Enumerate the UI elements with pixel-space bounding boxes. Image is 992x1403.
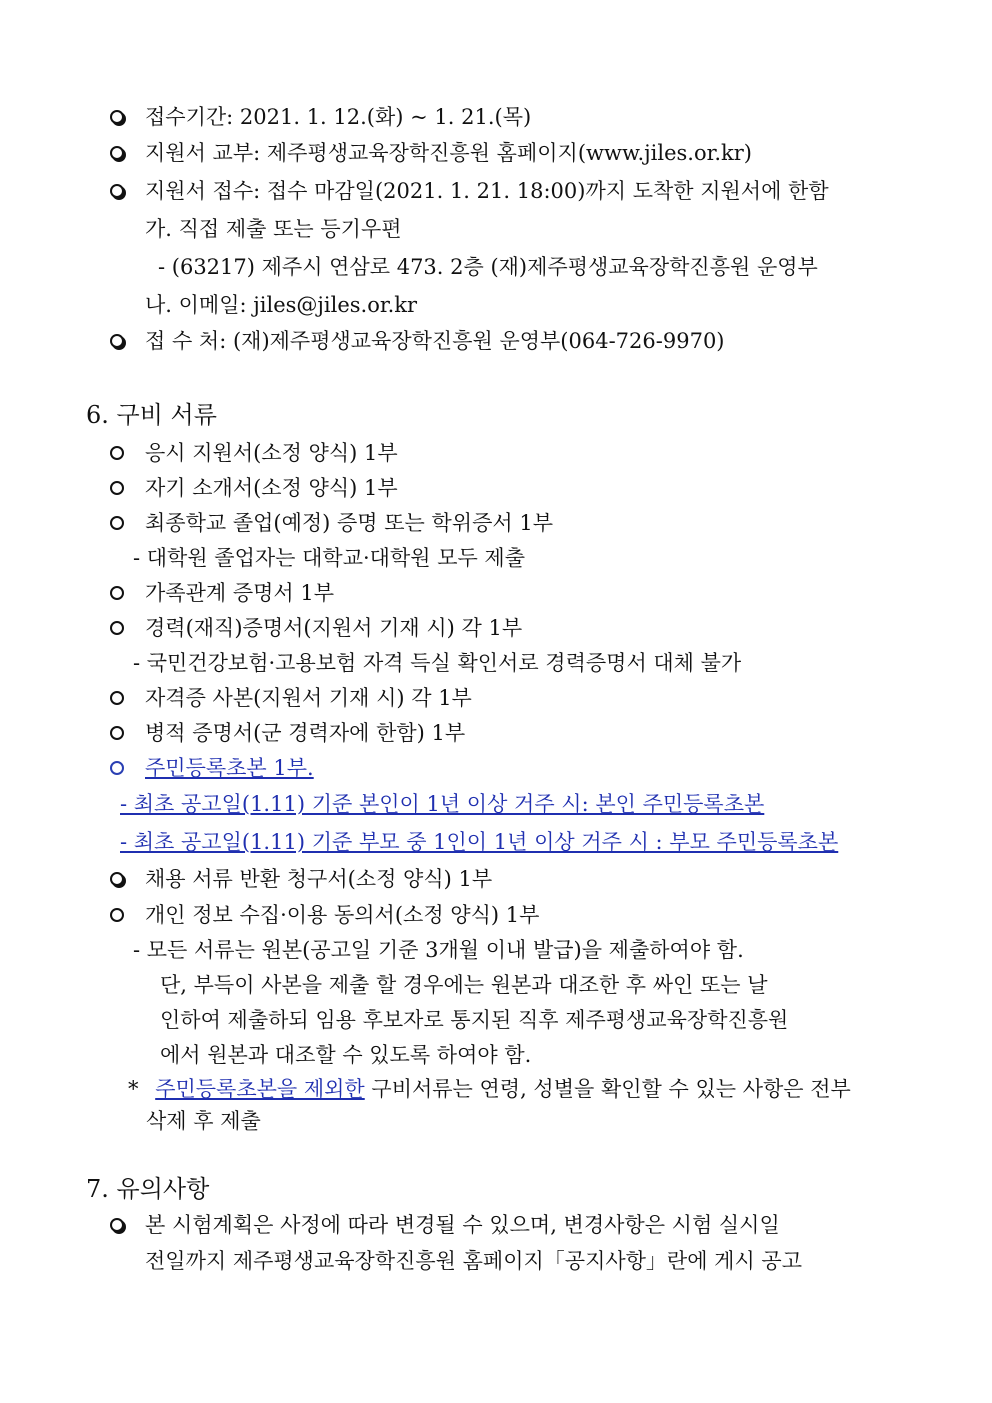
notice-text: 전일까지 제주평생교육장학진흥원 홈페이지「공지사항」란에 게시 공고 <box>145 1249 802 1273</box>
hollow-circle-bullet-icon <box>110 446 124 460</box>
hollow-circle-bullet-icon <box>110 691 124 705</box>
asterisk-note <box>128 1074 851 1104</box>
submission-email: 나. 이메일: jiles@jiles.or.kr <box>145 293 418 317</box>
section-heading: 7. 유의사항 <box>86 1175 210 1203</box>
required-doc-item: 가족관계 증명서 1부 <box>145 581 334 605</box>
filled-circle-bullet-icon <box>110 146 124 160</box>
filled-circle-bullet-icon <box>110 334 124 348</box>
submission-line: 지원서 접수: 접수 마감일(2021. 1. 21. 18:00)까지 도착한 지원서에 한함 <box>145 179 829 203</box>
hollow-circle-bullet-icon <box>110 481 124 495</box>
documents-note: 단, 부득이 사본을 제출 할 경우에는 원본과 대조한 후 싸인 또는 날 <box>160 973 768 997</box>
required-doc-item: 최종학교 졸업(예정) 증명 또는 학위증서 1부 <box>145 511 553 535</box>
resident-registration-subnote: - 최초 공고일(1.11) 기준 본인이 1년 이상 거주 시: 본인 주민등록초본 <box>120 792 765 816</box>
documents-note: - 모든 서류는 원본(공고일 기준 3개월 이내 발급)을 제출하여야 함. <box>133 938 744 962</box>
receipt-period: 접수기간: 2021. 1. 12.(화) ~ 1. 21.(목) <box>145 105 532 129</box>
documents-note: 에서 원본과 대조할 수 있도록 하여야 함. <box>160 1043 532 1067</box>
required-doc-item: 채용 서류 반환 청구서(소정 양식) 1부 <box>145 867 493 891</box>
asterisk-note-text: 구비서류는 연령, 성별을 확인할 수 있는 사항은 전부 <box>364 1077 851 1101</box>
required-doc-item: 개인 정보 수집·이용 동의서(소정 양식) 1부 <box>145 903 540 927</box>
asterisk-mark: * <box>128 1077 139 1101</box>
filled-circle-bullet-icon <box>110 184 124 198</box>
filled-circle-bullet-icon <box>110 110 124 124</box>
hollow-circle-bullet-icon <box>110 586 124 600</box>
filled-circle-bullet-icon <box>110 1218 124 1232</box>
required-doc-item: 자격증 사본(지원서 기재 시) 각 1부 <box>145 686 472 710</box>
required-doc-item: 응시 지원서(소정 양식) 1부 <box>145 441 398 465</box>
required-doc-item: 병적 증명서(군 경력자에 한함) 1부 <box>145 721 466 745</box>
excluded-document-link[interactable]: 주민등록초본을 제외한 <box>155 1077 365 1101</box>
submission-direct: 가. 직접 제출 또는 등기우편 <box>145 217 402 241</box>
hollow-circle-bullet-icon <box>110 726 124 740</box>
filled-circle-bullet-icon <box>110 872 124 886</box>
required-doc-item: 경력(재직)증명서(지원서 기재 시) 각 1부 <box>145 616 523 640</box>
documents-note: 인하여 제출하되 임용 후보자로 통지된 직후 제주평생교육장학진흥원 <box>160 1008 789 1032</box>
required-doc-item: 자기 소개서(소정 양식) 1부 <box>145 476 398 500</box>
form-distribution: 지원서 교부: 제주평생교육장학진흥원 홈페이지(www.jiles.or.kr) <box>145 141 752 165</box>
hollow-circle-bullet-icon <box>110 761 124 775</box>
section-heading: 6. 구비 서류 <box>86 401 217 429</box>
resident-registration-item: 주민등록초본 1부. <box>145 756 314 780</box>
notice-text: 본 시험계획은 사정에 따라 변경될 수 있으며, 변경사항은 시험 실시일 <box>145 1213 780 1237</box>
receipt-office: 접 수 처: (재)제주평생교육장학진흥원 운영부(064-726-9970) <box>145 329 725 353</box>
hollow-circle-bullet-icon <box>110 621 124 635</box>
asterisk-note-continued: 삭제 후 제출 <box>146 1109 261 1133</box>
hollow-circle-bullet-icon <box>110 516 124 530</box>
submission-address: - (63217) 제주시 연삼로 473. 2층 (재)제주평생교육장학진흥원 운영부 <box>158 255 818 279</box>
resident-registration-subnote: - 최초 공고일(1.11) 기준 부모 중 1인이 1년 이상 거주 시 : 부모 주민등록초본 <box>120 830 839 854</box>
hollow-circle-bullet-icon <box>110 908 124 922</box>
required-doc-subnote: - 대학원 졸업자는 대학교·대학원 모두 제출 <box>133 546 526 570</box>
required-doc-subnote: - 국민건강보험·고용보험 자격 득실 확인서로 경력증명서 대체 불가 <box>133 651 742 675</box>
